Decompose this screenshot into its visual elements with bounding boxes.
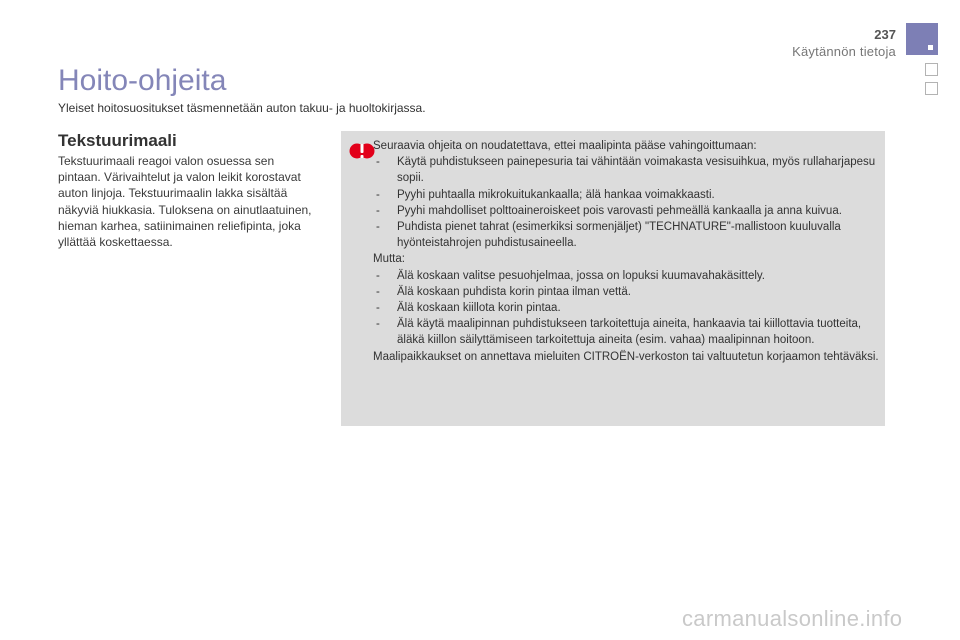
donts-list — [373, 268, 881, 349]
tab-marker-icon — [928, 45, 933, 50]
section-heading: Tekstuurimaali — [58, 131, 177, 150]
page-number: 237 — [874, 27, 896, 42]
dos-list — [373, 154, 881, 251]
chapter-tab[interactable] — [925, 63, 938, 76]
chapter-tab-active[interactable] — [906, 23, 938, 55]
warning-content — [373, 138, 881, 365]
list-item: - Pyyhi mahdolliset polttoaineroiskeet pois varovasti pehmeällä kankaalla ja anna kuivua. — [373, 203, 881, 219]
section-body: Tekstuurimaali reagoi valon osuessa sen pintaan. Värivaihtelut ja valon leikit korostavat auton linjoja. Tekstuurimaalin lakka sisältää näkyviä hiukkasia. Tuloksena on ainutlaatuinen, hieman karhea, satiinimainen reliefipinta, joka yllättää koskettaessa. — [58, 154, 312, 250]
warning-box — [341, 131, 885, 426]
warning-intro: Seuraavia ohjeita on noudatettava, ettei maalipinta pääse vahingoittumaan: — [373, 140, 757, 152]
but-label: Mutta: — [373, 253, 405, 266]
page-title: Hoito-ohjeita — [58, 64, 227, 97]
list-item: - Puhdista pienet tahrat (esimerkiksi sormenjäljet) "TECHNATURE"-mallistoon kuuluvalla hyönteistahrojen puhdistusaineella. — [373, 219, 881, 251]
list-item: - Älä koskaan kiillota korin pintaa. — [373, 300, 881, 316]
section-name: Käytännön tietoja — [792, 44, 896, 59]
warning-exclamation-icon — [349, 140, 375, 162]
watermark: carmanualsonline.info — [682, 606, 903, 631]
chapter-tab[interactable] — [925, 82, 938, 95]
list-item: - Pyyhi puhtaalla mikrokuitukankaalla; älä hankaa voimakkaasti. — [373, 187, 881, 203]
list-item: - Älä koskaan valitse pesuohjelmaa, jossa on lopuksi kuumavahakäsittely. — [373, 268, 881, 284]
list-item: - Käytä puhdistukseen painepesuria tai vähintään voimakasta vesisuihkua, myös rullaharjapesu sopii. — [373, 154, 881, 186]
list-item: - Älä koskaan puhdista korin pintaa ilman vettä. — [373, 284, 881, 300]
list-item: - Älä käytä maalipinnan puhdistukseen tarkoitettuja aineita, hankaavia tai kiillottavia tuotteita, äläkä kiillon säilyttämiseen tarkoitettuja aineita (esim. vahaa) maalipinnan hoitoon. — [373, 316, 881, 348]
warning-footer: Maalipaikkaukset on annettava mieluiten CITROËN-verkoston tai valtuutetun korjaamon tehtäväksi. — [373, 350, 879, 363]
page-subtitle: Yleiset hoitosuositukset täsmennetään auton takuu- ja huoltokirjassa. — [58, 101, 426, 115]
